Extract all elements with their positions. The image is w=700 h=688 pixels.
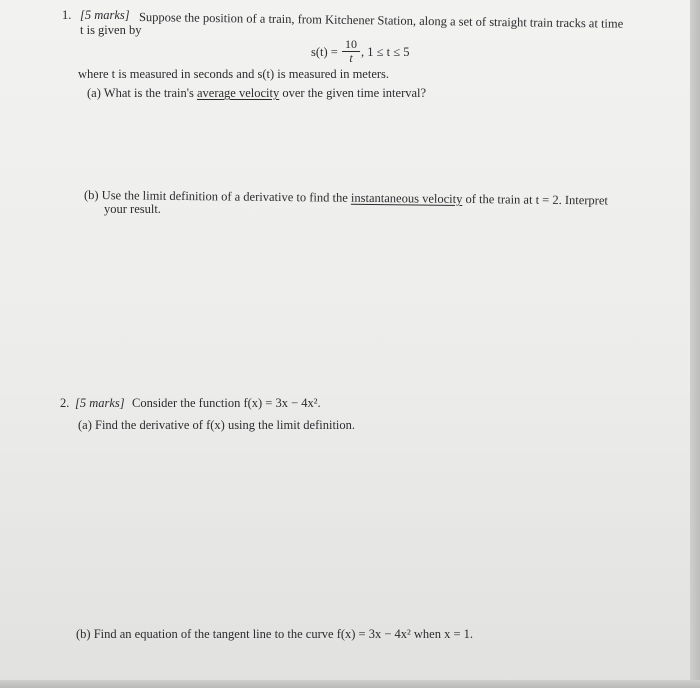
q1-part-b-label: (b) xyxy=(83,188,99,203)
q1-equation-domain: , 1 ≤ t ≤ 5 xyxy=(361,45,410,59)
q1-part-b-underlined: instantaneous velocity xyxy=(350,190,463,206)
q1-equation-denominator: t xyxy=(349,51,353,65)
q1-number: 1. xyxy=(62,8,72,22)
q1-part-a-text-before: What is the train's xyxy=(103,86,194,100)
q1-part-a-label: (a) xyxy=(87,86,101,100)
q1-part-b-text-before: Use the limit definition of a derivative to find the xyxy=(101,188,348,205)
page-edge-bottom xyxy=(0,680,700,688)
q1-stem-line1: Suppose the position of a train, from Kitchener Station, along a set of straight train tracks at time xyxy=(138,10,624,31)
q2-marks: [5 marks] xyxy=(75,396,125,410)
q2-part-a-text: Find the derivative of f(x) using the limit definition. xyxy=(95,418,356,432)
q1-part-b-line2: your result. xyxy=(104,202,161,216)
q1-part-b-text-after: of the train at t = 2. Interpret xyxy=(465,191,608,208)
q2-number: 2. xyxy=(60,396,70,410)
q1-stem-line2: t is given by xyxy=(80,23,142,37)
q2-part-a-label: (a) xyxy=(78,418,92,432)
q1-where-line: where t is measured in seconds and s(t) is measured in meters. xyxy=(78,67,390,81)
q2-part-b-label: (b) xyxy=(76,627,91,641)
q1-equation-fraction xyxy=(342,38,360,65)
q2-part-b xyxy=(76,627,473,642)
q1-part-a xyxy=(87,86,426,101)
q2-part-b-text: Find an equation of the tangent line to the curve f(x) = 3x − 4x² when x = 1. xyxy=(93,627,474,641)
q1-equation-numerator: 10 xyxy=(342,38,360,52)
q1-marks: [5 marks] xyxy=(80,8,130,22)
q1-part-a-text-after: over the given time interval? xyxy=(282,86,427,100)
q2-part-a xyxy=(78,418,355,433)
q1-equation-lhs: s(t) = xyxy=(311,45,338,59)
q2-stem: Consider the function f(x) = 3x − 4x². xyxy=(132,396,321,410)
q1-part-a-underlined: average velocity xyxy=(196,86,280,100)
q1-part-b xyxy=(84,188,608,208)
page-edge-right xyxy=(690,0,700,688)
